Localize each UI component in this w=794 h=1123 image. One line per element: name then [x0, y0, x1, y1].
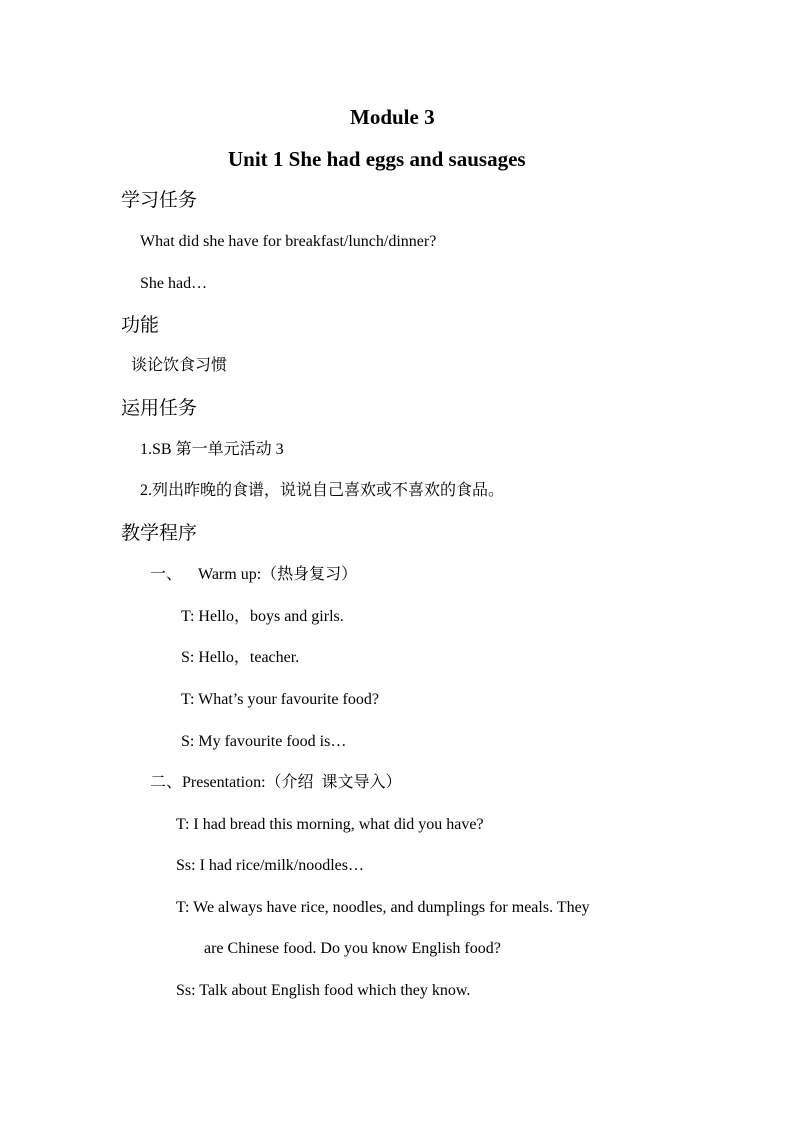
section-heading-learning-tasks: 学习任务: [121, 189, 198, 211]
section-heading-function: 功能: [121, 314, 160, 336]
procedure-step-heading: 一、 Warm up:（热身复习）: [150, 566, 358, 583]
section-heading-application-tasks: 运用任务: [121, 397, 198, 419]
function-line: 谈论饮食习惯: [131, 357, 228, 374]
learning-task-line: She had…: [140, 275, 208, 292]
learning-task-line: What did she have for breakfast/lunch/dinner?: [140, 233, 437, 250]
procedure-step-heading: 二、Presentation:（介绍 课文导入）: [150, 774, 402, 791]
application-task-line: 2.列出昨晚的食谱，说说自己喜欢或不喜欢的食品。: [140, 482, 505, 499]
dialogue-line-continuation: are Chinese food. Do you know English food?: [204, 940, 501, 957]
dialogue-line: Ss: Talk about English food which they know.: [176, 982, 471, 999]
dialogue-line: Ss: I had rice/milk/noodles…: [176, 857, 364, 874]
dialogue-line: T: I had bread this morning, what did you have?: [176, 816, 484, 833]
dialogue-line: T: We always have rice, noodles, and dumplings for meals. They: [176, 899, 590, 916]
application-task-line: 1.SB 第一单元活动 3: [140, 441, 284, 458]
document-subtitle: Unit 1 She had eggs and sausages: [228, 147, 526, 171]
section-heading-teaching-procedure: 教学程序: [121, 522, 198, 544]
dialogue-line: T: Hello，boys and girls.: [181, 608, 344, 625]
document-title: Module 3: [350, 105, 435, 129]
dialogue-line: S: My favourite food is…: [181, 733, 347, 750]
dialogue-line: T: What’s your favourite food?: [181, 691, 379, 708]
dialogue-line: S: Hello，teacher.: [181, 649, 300, 666]
